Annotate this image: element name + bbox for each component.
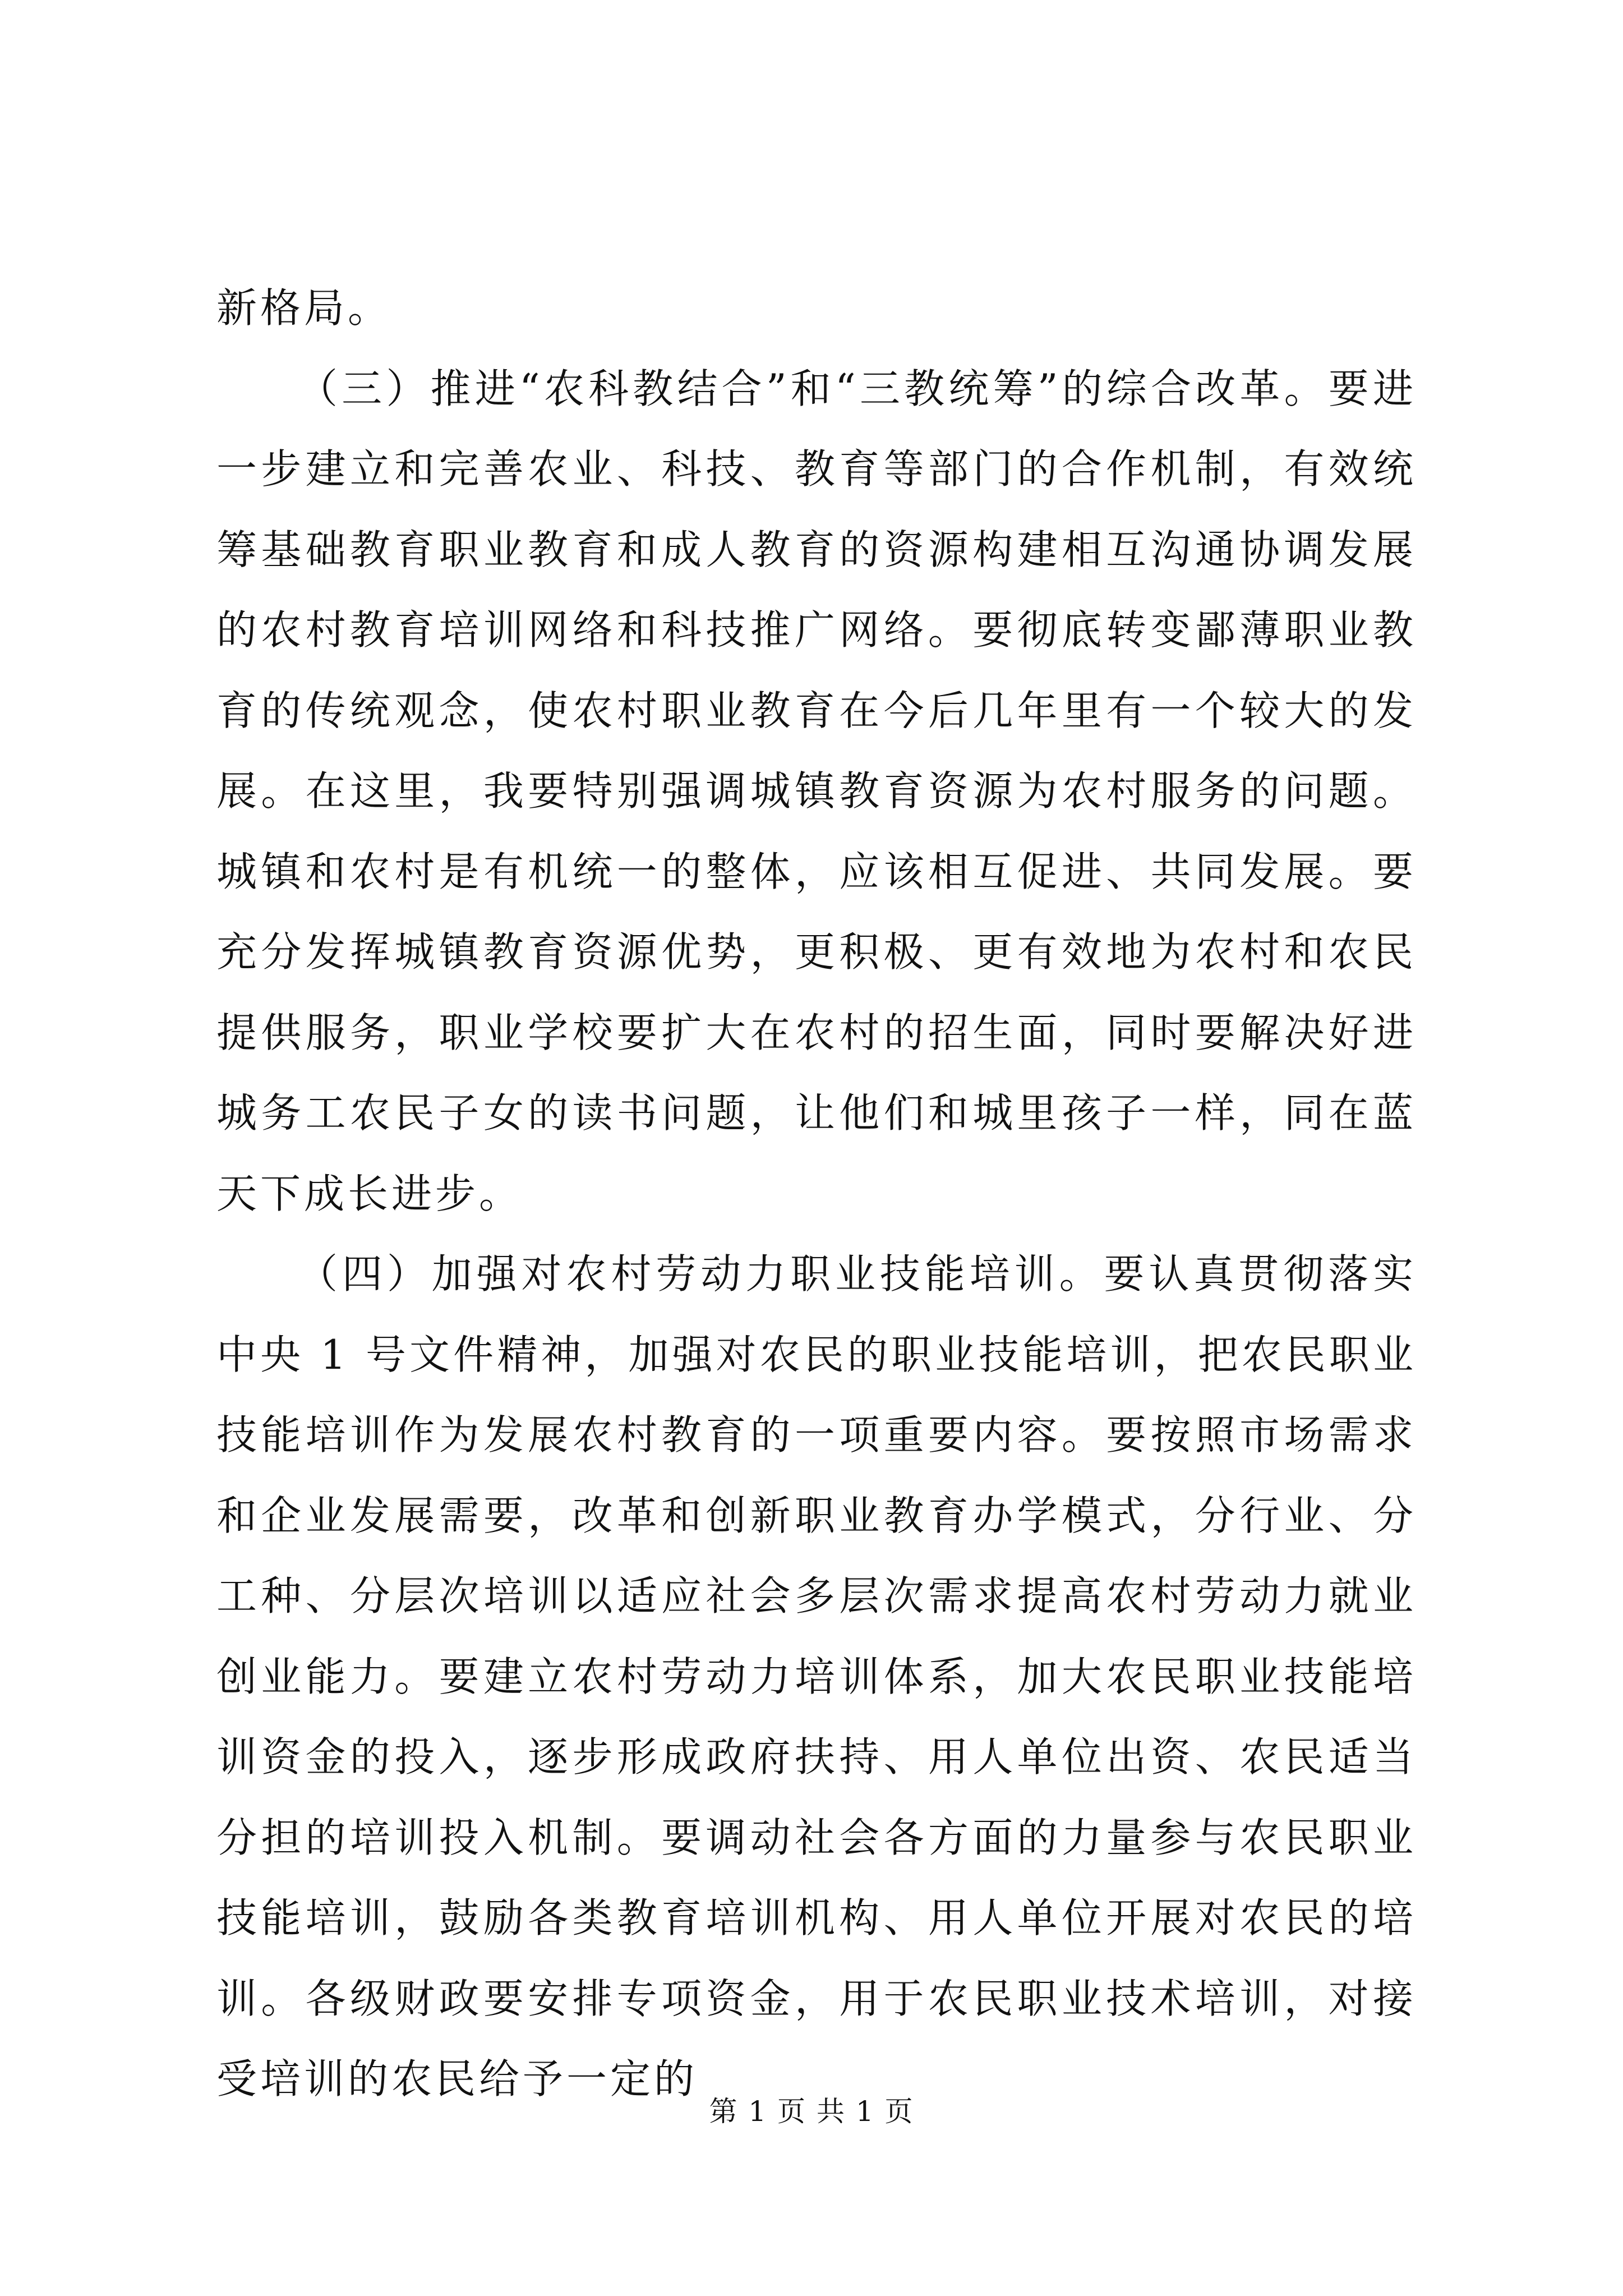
paragraph-section-three: （三）推进“农科教结合”和“三教统筹”的综合改革。要进一步建立和完善农业、科技、教育等部门的合作机制，有效统筹基础教育职业教育和成人教育的资源构建相互沟通协调发展的农村教育培训网络和科技推广网络。要彻底转变鄙薄职业教育的传统观念，使农村职业教育在今后几年里有一个较大的发展。在这里，我要特别强调城镇教育资源为农村服务的问题。城镇和农村是有机统一的整体，应该相互促进、共同发展。要充分发挥城镇教育资源优势，更积极、更有效地为农村和农民提供服务，职业学校要扩大在农村的招生面，同时要解决好进城务工农民子女的读书问题，让他们和城里孩子一样，同在蓝天下成长进步。 [216, 365, 1417, 1217]
paragraph-continuation: 新格局。 [216, 284, 392, 332]
body-text [216, 268, 1417, 2120]
paragraph-section-four: （四）加强对农村劳动力职业技能培训。要认真贯彻落实中央 1 号文件精神，加强对农民的职业技能培训，把农民职业技能培训作为发展农村教育的一项重要内容。要按照市场需求和企业发展需要，改革和创新职业教育办学模式，分行业、分工种、分层次培训以适应社会多层次需求提高农村劳动力就业创业能力。要建立农村劳动力培训体系，加大农民职业技能培训资金的投入，逐步形成政府扶持、用人单位出资、农民适当分担的培训投入机制。要调动社会各方面的力量参与农民职业技能培训，鼓励各类教育培训机构、用人单位开展对农民的培训。各级财政要安排专项资金，用于农民职业技术培训，对接受培训的农民给予一定的 [216, 1250, 1417, 2102]
page-number-label: 第 1 页 共 1 页 [709, 2095, 914, 2128]
page-footer [0, 2095, 1623, 2128]
